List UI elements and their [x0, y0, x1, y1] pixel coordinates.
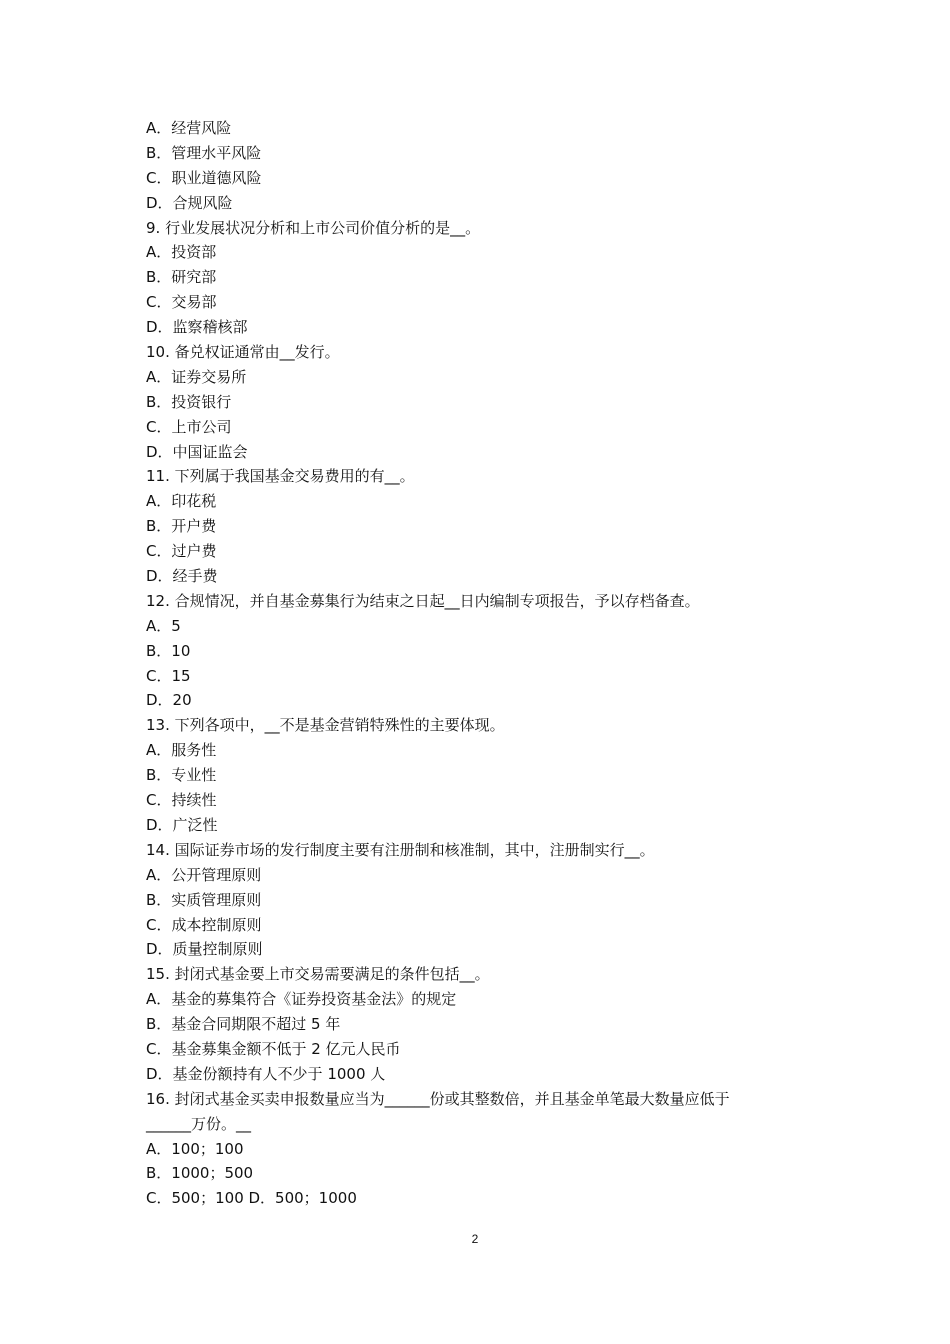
question-text: 9. 行业发展状况分析和上市公司价值分析的是__。	[146, 218, 481, 237]
question-text: 16. 封闭式基金买卖申报数量应当为______份或其整数倍，并且基金单笔最大数量应低于	[146, 1089, 730, 1108]
answer-option: C．上市公司	[146, 417, 232, 436]
answer-option: D．广泛性	[146, 815, 218, 834]
question-text: 12. 合规情况，并自基金募集行为结束之日起__日内编制专项报告，予以存档备查。	[146, 591, 700, 610]
question-text: 11. 下列属于我国基金交易费用的有__。	[146, 467, 415, 486]
answer-option: C．过户费	[146, 542, 217, 561]
answer-option: B．专业性	[146, 766, 217, 785]
answer-option: A．证券交易所	[146, 367, 247, 386]
answer-option: C．成本控制原则	[146, 915, 262, 934]
answer-option: B．研究部	[146, 268, 217, 287]
answer-option: D．合规风险	[146, 193, 233, 212]
answer-option: B．10	[146, 641, 191, 660]
answer-option: A．印花税	[146, 492, 217, 511]
answer-option: C．500；100 D．500；1000	[146, 1189, 357, 1208]
page-number: 2	[471, 1232, 479, 1246]
answer-option: D．经手费	[146, 567, 218, 586]
answer-option: A．公开管理原则	[146, 865, 262, 884]
answer-option: B．基金合同期限不超过 5 年	[146, 1015, 341, 1034]
answer-option: B．1000；500	[146, 1164, 254, 1183]
answer-option: C．职业道德风险	[146, 168, 262, 187]
answer-option: D．20	[146, 691, 192, 710]
answer-option: B．管理水平风险	[146, 143, 262, 162]
question-text: 13. 下列各项中，__不是基金营销特殊性的主要体现。	[146, 716, 505, 735]
question-text: ______万份。__	[146, 1114, 252, 1133]
answer-option: A．5	[146, 616, 181, 635]
answer-option: D．监察稽核部	[146, 318, 248, 337]
question-list	[146, 116, 826, 1211]
answer-option: B．投资银行	[146, 392, 232, 411]
question-text: 10. 备兑权证通常由__发行。	[146, 343, 340, 362]
answer-option: D．质量控制原则	[146, 940, 263, 959]
answer-option: C．交易部	[146, 293, 217, 312]
answer-option: C．15	[146, 666, 191, 685]
answer-option: A．经营风险	[146, 119, 232, 137]
answer-option: C．基金募集金额不低于 2 亿元人民币	[146, 1039, 401, 1058]
question-text: 15. 封闭式基金要上市交易需要满足的条件包括__。	[146, 965, 490, 984]
question-text: 14. 国际证券市场的发行制度主要有注册制和核准制，其中，注册制实行__。	[146, 840, 655, 859]
answer-option: B．开户费	[146, 517, 217, 536]
answer-option: A．100；100	[146, 1139, 244, 1158]
answer-option: D．中国证监会	[146, 442, 248, 461]
answer-option: A．服务性	[146, 741, 217, 760]
answer-option: A．基金的募集符合《证券投资基金法》的规定	[146, 990, 457, 1009]
answer-option: A．投资部	[146, 243, 217, 262]
answer-option: B．实质管理原则	[146, 890, 262, 909]
answer-option: C．持续性	[146, 791, 217, 810]
answer-option: D．基金份额持有人不少于 1000 人	[146, 1064, 386, 1083]
